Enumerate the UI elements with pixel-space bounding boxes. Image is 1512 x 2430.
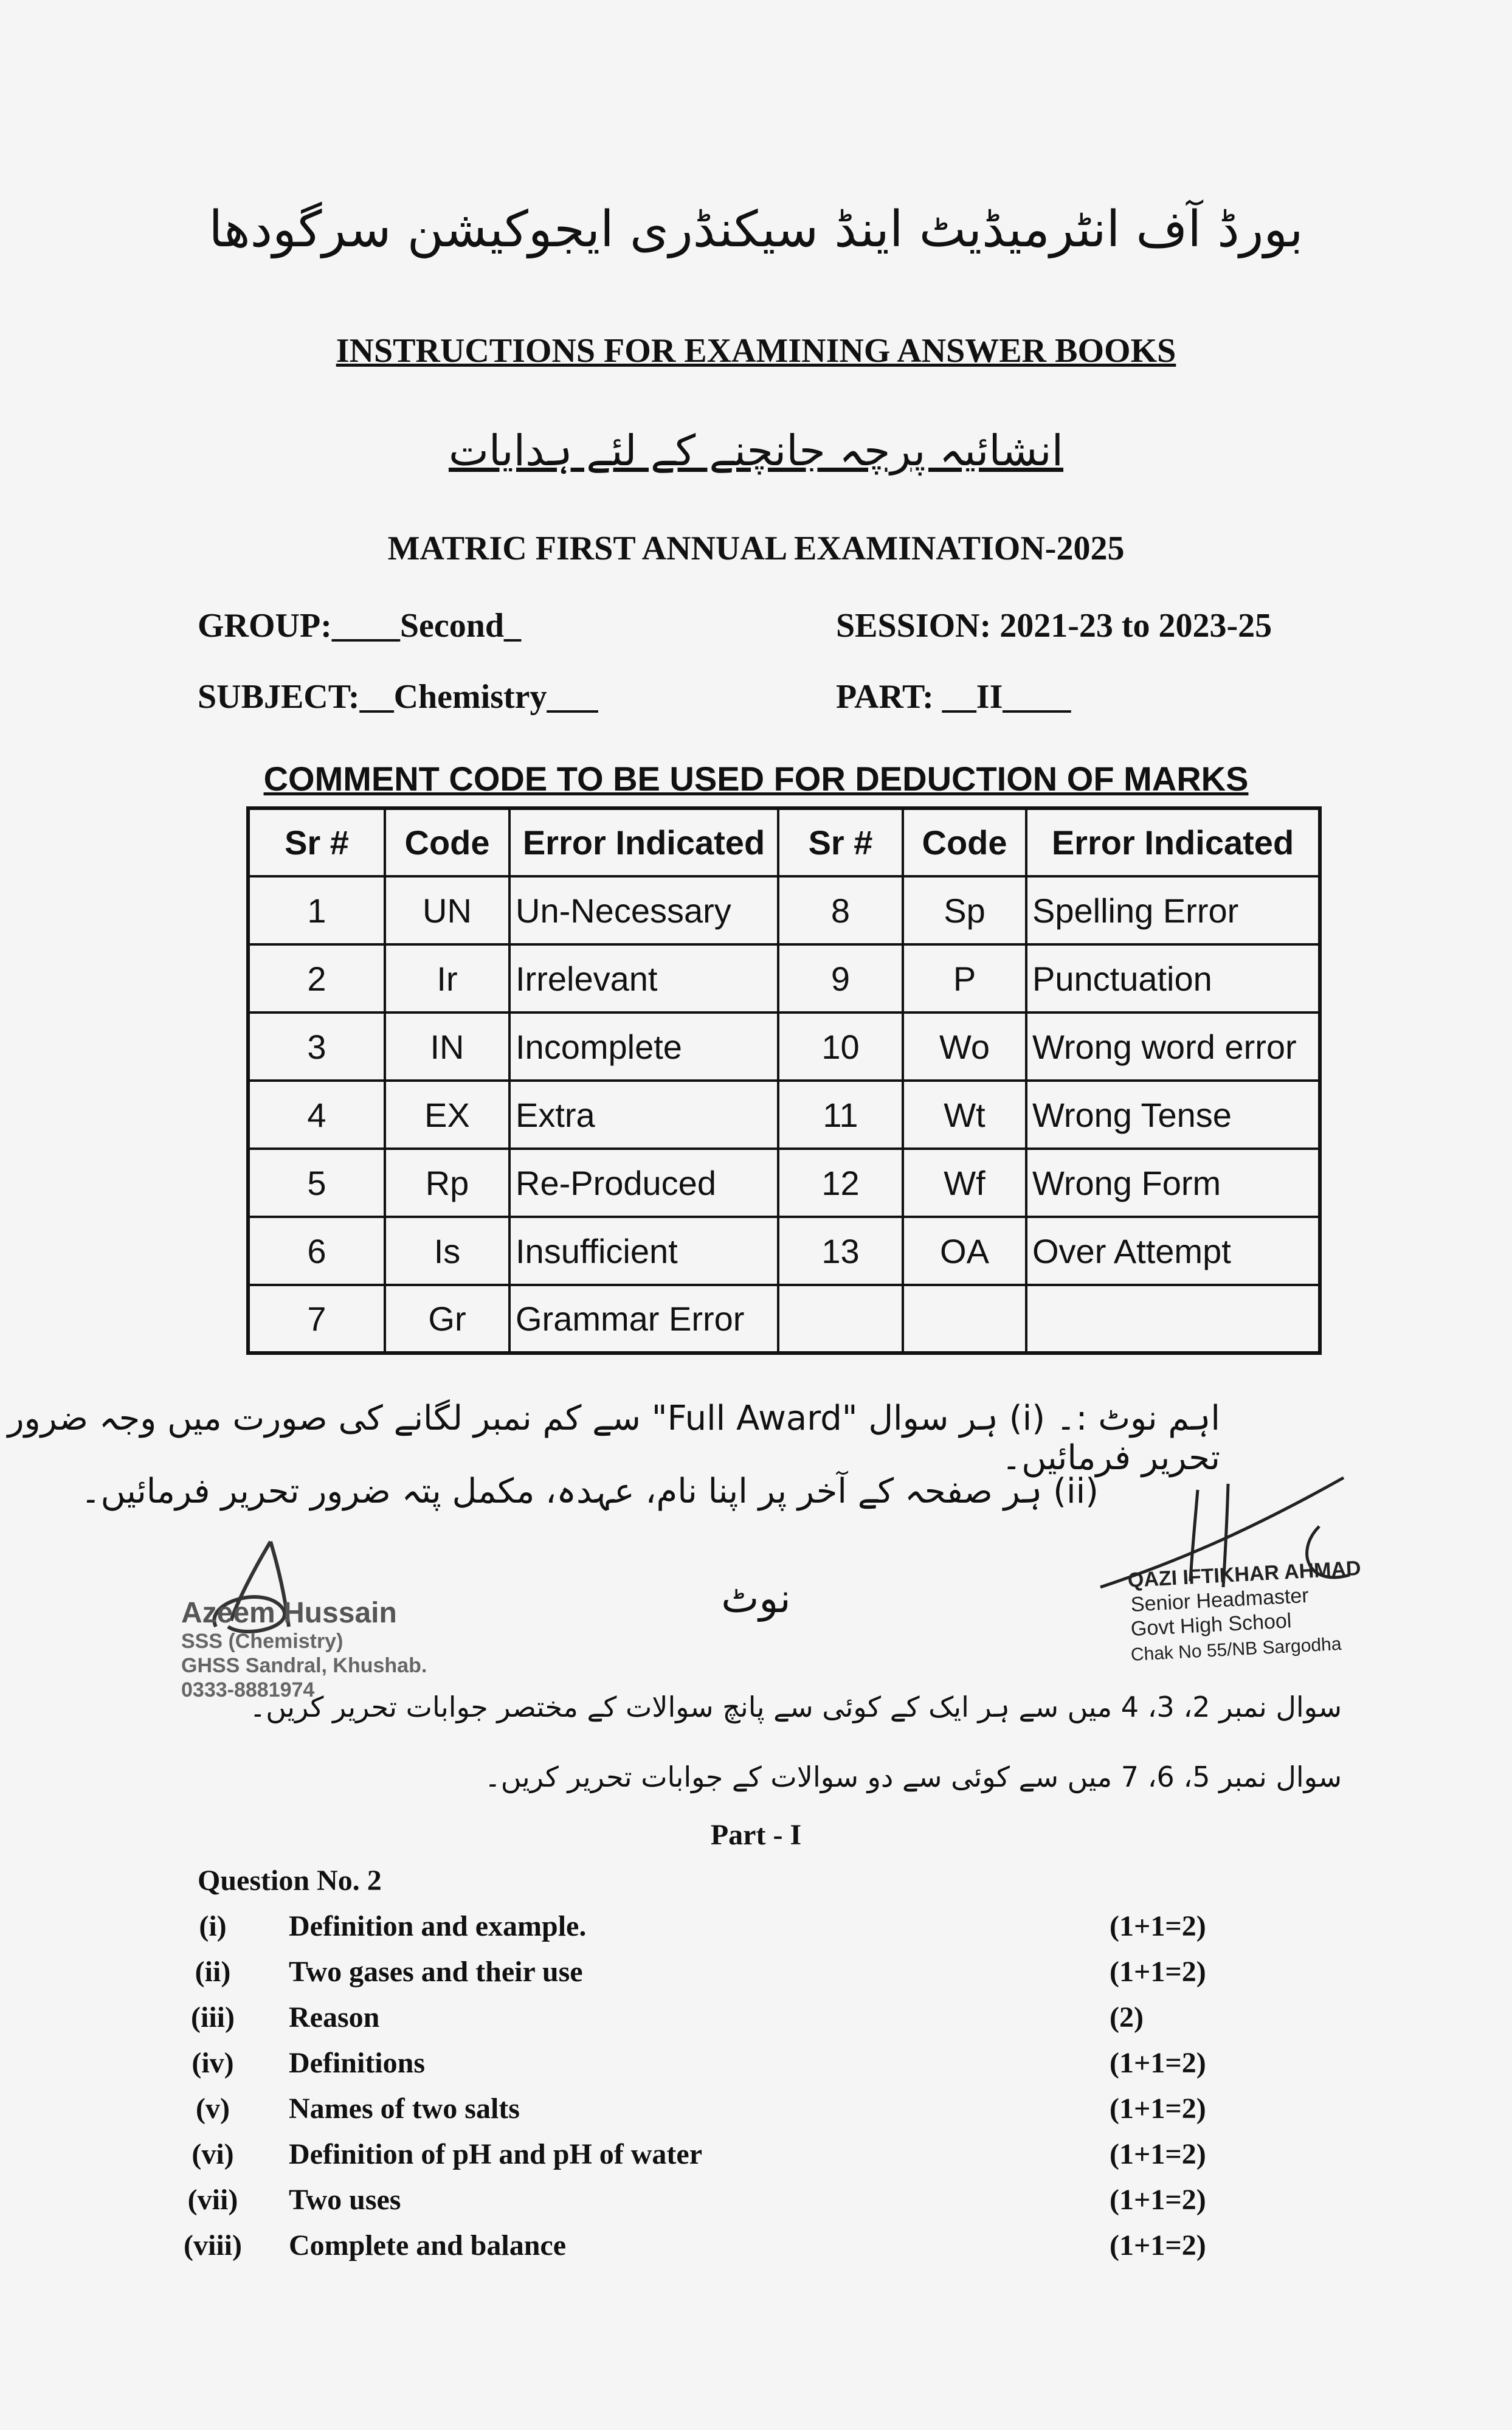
question-marks: (1+1=2)	[1110, 1910, 1206, 1942]
question-marks: (1+1=2)	[1110, 2047, 1206, 2079]
cell-error: Un-Necessary	[509, 876, 778, 944]
question-number: (vi)	[192, 2138, 234, 2170]
cell-error: Punctuation	[1026, 944, 1320, 1012]
question-number: (vii)	[187, 2184, 238, 2216]
table-row	[248, 944, 1320, 1012]
cell-code: Sp	[903, 876, 1026, 944]
cell-code: P	[903, 944, 1026, 1012]
cell-code: Gr	[385, 1285, 509, 1353]
session-field: SESSION: 2021-23 to 2023-25	[836, 607, 1272, 645]
cell-sr: 5	[248, 1149, 385, 1217]
table-header-row	[248, 808, 1320, 876]
question-text: Definition and example.	[289, 1910, 587, 1942]
table-row	[248, 1081, 1320, 1149]
left-signatory-name: Azeem Hussain	[181, 1597, 397, 1629]
question-marks: (1+1=2)	[1110, 1956, 1206, 1988]
question-item	[0, 2001, 1512, 2037]
cell-sr: 9	[778, 944, 903, 1012]
cell-error: Grammar Error	[509, 1285, 778, 1353]
question-item	[0, 2138, 1512, 2174]
question-label: Question No. 2	[198, 1864, 382, 1897]
note-line-2: سوال نمبر 5، 6، 7 میں سے کوئی سے دو سوالات کے جوابات تحریر کریں۔	[484, 1760, 1342, 1793]
question-number: (ii)	[195, 1956, 231, 1988]
cell-error: Incomplete	[509, 1012, 778, 1081]
part-field: PART: __II____	[836, 678, 1071, 716]
cell-sr: 13	[778, 1217, 903, 1285]
cell-sr: 1	[248, 876, 385, 944]
note-heading: نوٹ	[721, 1575, 791, 1622]
question-text: Two gases and their use	[289, 1956, 583, 1988]
cell-sr: 12	[778, 1149, 903, 1217]
comment-code-table-title: COMMENT CODE TO BE USED FOR DEDUCTION OF MARKS	[263, 760, 1249, 798]
cell-sr: 4	[248, 1081, 385, 1149]
question-text: Two uses	[289, 2184, 401, 2216]
cell-sr: 6	[248, 1217, 385, 1285]
cell-code: Wf	[903, 1149, 1026, 1217]
question-marks: (2)	[1110, 2001, 1144, 2034]
right-stamp-school: Govt High School	[1130, 1609, 1293, 1641]
header-error-2: Error Indicated	[1026, 808, 1320, 876]
cell-error: Irrelevant	[509, 944, 778, 1012]
cell-sr: 3	[248, 1012, 385, 1081]
header-error-1: Error Indicated	[509, 808, 778, 876]
exam-title: MATRIC FIRST ANNUAL EXAMINATION-2025	[387, 530, 1125, 567]
subject-field: SUBJECT:__Chemistry___	[198, 678, 598, 716]
instructions-subtitle-urdu: انشائیہ پرچہ جانچنے کے لئے ہدایات	[448, 426, 1064, 476]
cell-sr: 11	[778, 1081, 903, 1149]
question-text: Reason	[289, 2001, 380, 2034]
question-number: (viii)	[184, 2229, 242, 2262]
cell-sr: 7	[248, 1285, 385, 1353]
cell-sr: 10	[778, 1012, 903, 1081]
cell-code: Is	[385, 1217, 509, 1285]
group-field: GROUP:____Second_	[198, 607, 521, 645]
important-note-1: اہم نوٹ :۔ (i) ہر سوال "Full Award" سے کم نمبر لگانے کی صورت میں وجہ ضرور تحریر فرمائیں۔	[7, 1399, 1220, 1478]
question-text: Complete and balance	[289, 2229, 566, 2262]
question-item	[0, 2092, 1512, 2128]
table-row	[248, 876, 1320, 944]
table-row	[248, 1217, 1320, 1285]
cell-code: EX	[385, 1081, 509, 1149]
right-stamp-title: Senior Headmaster	[1130, 1584, 1310, 1616]
important-note-2: (ii) ہر صفحہ کے آخر پر اپنا نام، عہدہ، مکمل پتہ ضرور تحریر فرمائیں۔	[80, 1472, 1099, 1511]
cell-error: Wrong word error	[1026, 1012, 1320, 1081]
left-signatory-phone: 0333-8881974	[181, 1678, 315, 1701]
question-number: (iii)	[191, 2001, 235, 2034]
right-stamp-address: Chak No 55/NB Sargodha	[1130, 1633, 1342, 1665]
cell-error: Over Attempt	[1026, 1217, 1320, 1285]
cell-error: Wrong Form	[1026, 1149, 1320, 1217]
part-label: Part - I	[710, 1819, 802, 1851]
cell-code	[903, 1285, 1026, 1353]
cell-code: IN	[385, 1012, 509, 1081]
header-code-1: Code	[385, 808, 509, 876]
cell-code: Rp	[385, 1149, 509, 1217]
board-name-urdu: بورڈ آف انٹرمیڈیٹ اینڈ سیکنڈری ایجوکیشن سرگودھا	[209, 201, 1303, 258]
question-item	[0, 1909, 1512, 1946]
question-item	[0, 2229, 1512, 2265]
header-code-2: Code	[903, 808, 1026, 876]
cell-code: UN	[385, 876, 509, 944]
question-number: (i)	[199, 1910, 227, 1942]
question-item	[0, 2046, 1512, 2083]
question-text: Definitions	[289, 2047, 426, 2079]
cell-code: OA	[903, 1217, 1026, 1285]
question-item	[0, 2183, 1512, 2220]
question-text: Names of two salts	[289, 2092, 520, 2125]
question-number: (iv)	[192, 2047, 234, 2079]
table-row	[248, 1285, 1320, 1353]
note-line-1: سوال نمبر 2، 3، 4 میں سے ہر ایک کے کوئی سے پانچ سوالات کے مختصر جوابات تحریر کریں۔	[249, 1691, 1342, 1723]
cell-code: Wt	[903, 1081, 1026, 1149]
cell-error: Insufficient	[509, 1217, 778, 1285]
cell-error: Spelling Error	[1026, 876, 1320, 944]
instructions-title: INSTRUCTIONS FOR EXAMINING ANSWER BOOKS	[336, 332, 1176, 370]
cell-error: Wrong Tense	[1026, 1081, 1320, 1149]
question-text: Definition of pH and pH of water	[289, 2138, 703, 2170]
question-number: (v)	[196, 2092, 230, 2125]
cell-code: Wo	[903, 1012, 1026, 1081]
table-row	[248, 1149, 1320, 1217]
cell-sr	[778, 1285, 903, 1353]
question-marks: (1+1=2)	[1110, 2184, 1206, 2216]
question-marks: (1+1=2)	[1110, 2138, 1206, 2170]
left-signatory-school: GHSS Sandral, Khushab.	[181, 1654, 427, 1677]
cell-sr: 8	[778, 876, 903, 944]
cell-sr: 2	[248, 944, 385, 1012]
question-marks: (1+1=2)	[1110, 2092, 1206, 2125]
left-signatory-title: SSS (Chemistry)	[181, 1630, 343, 1653]
cell-error: Extra	[509, 1081, 778, 1149]
question-item	[0, 1955, 1512, 1992]
cell-error: Re-Produced	[509, 1149, 778, 1217]
cell-error	[1026, 1285, 1320, 1353]
header-sr-2: Sr #	[778, 808, 903, 876]
comment-code-table	[246, 806, 1322, 1355]
header-sr-1: Sr #	[248, 808, 385, 876]
right-stamp-name: QAZI IFTIKHAR AHMAD	[1127, 1556, 1362, 1592]
table-row	[248, 1012, 1320, 1081]
question-marks: (1+1=2)	[1110, 2229, 1206, 2262]
cell-code: Ir	[385, 944, 509, 1012]
